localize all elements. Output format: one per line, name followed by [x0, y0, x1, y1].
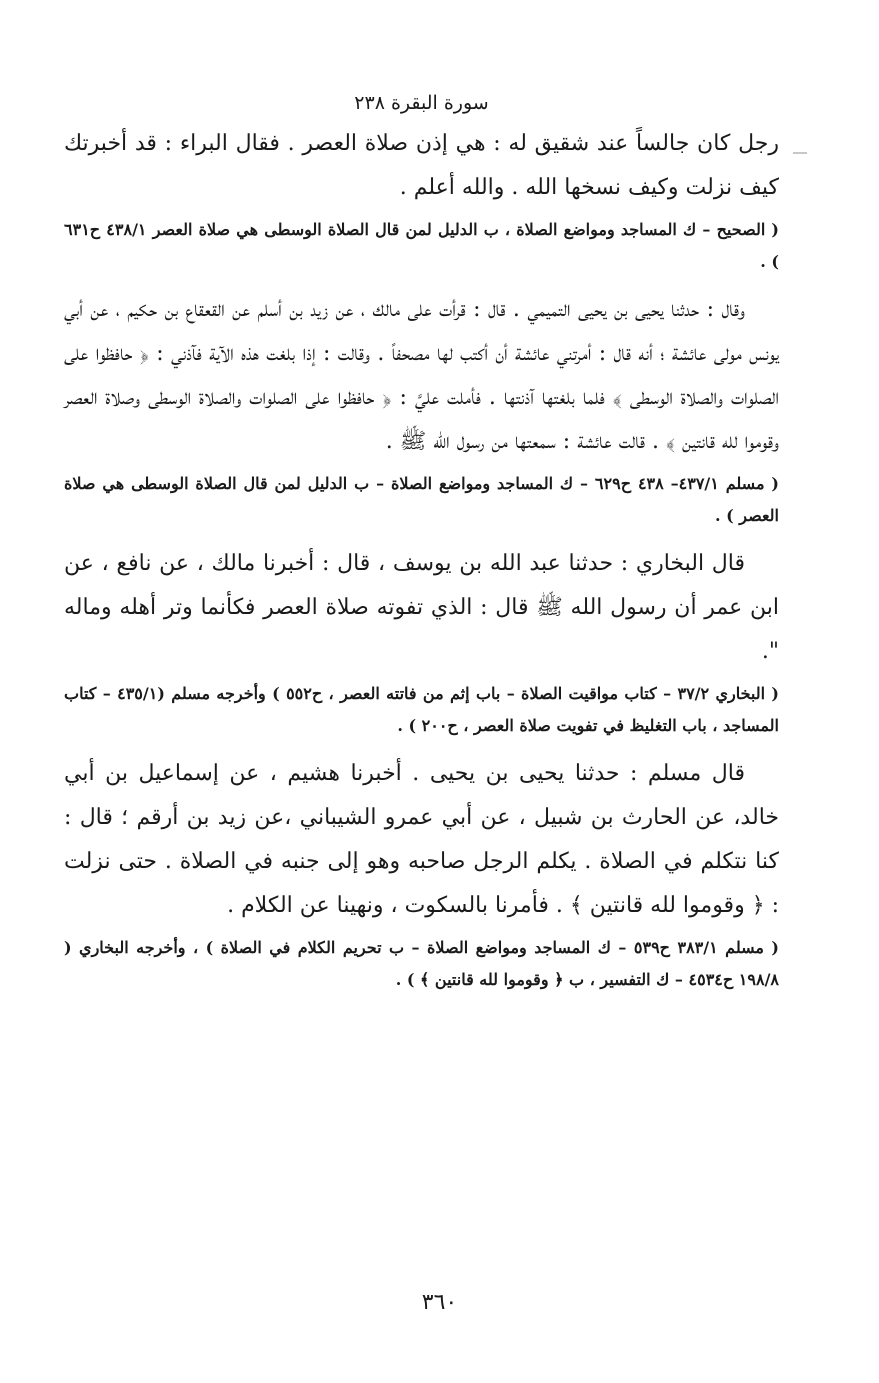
citation-note-2: ( مسلم ٤٣٧/١– ٤٣٨ ح٦٢٩ – ك المساجد ومواضع الصلاة – ب الدليل لمن قال الصلاة الوسطى هي صلاة العصر ) .	[64, 474, 779, 525]
paragraph-4: قال مسلم : حدثنا يحيى بن يحيى . أخبرنا هشيم ، عن إسماعيل بن أبي خالد، عن الحارث بن شبيل ، عن أبي عمرو الشيباني ،عن زيد بن أرقم ؛ قال : كنا نتكلم في الصلاة . يكلم الرجل صاحبه وهو إلى جنبه في الصلاة . حتى نزلت : ﴿ وقوموا لله قانتين ﴾ . فأمرنا بالسكوت ، ونهينا عن الكلام .	[64, 761, 779, 918]
citation-note-1: ( الصحيح – ك المساجد ومواضع الصلاة ، ب الدليل لمن قال الصلاة الوسطى هي صلاة العصر ٤٣٨/١ ح٦٣١ ) .	[64, 220, 780, 271]
citation-note-4: ( مسلم ٣٨٣/١ ح٥٣٩ – ك المساجد ومواضع الصلاة – ب تحريم الكلام في الصلاة ) ، وأخرجه البخاري ( ١٩٨/٨ ح٤٥٣٤ – ك التفسير ، ب ﴿ وقوموا لله قانتين ﴾ ) .	[64, 938, 780, 989]
page-number: ٣٦٠	[421, 1290, 458, 1315]
citation-note-3: ( البخاري ٣٧/٢ – كتاب مواقيت الصلاة – باب إثم من فاتته العصر ، ح٥٥٢ ) وأخرجه مسلم (٤٣٥/١ – كتاب المساجد ، باب التغليظ في تفويت صلاة العصر ، ح٢٠٠ ) .	[64, 684, 780, 735]
paragraph-3: قال البخاري : حدثنا عبد الله بن يوسف ، قال : أخبرنا مالك ، عن نافع ، عن ابن عمر أن رسول الله ﷺ قال : الذي تفوته صلاة العصر فكأنما وتر أهله وماله ".	[64, 551, 779, 664]
scan-mark	[793, 152, 807, 154]
running-header: سورة البقرة ٢٣٨	[354, 92, 489, 114]
paragraph-2: وقال : حدثنا يحيى بن يحيى التميمي . قال : قرأت على مالك ، عن زيد بن أسلم عن القعقاع بن حكيم ، عن أبي يونس مولى عائشة ؛ أنه قال : أمرتني عائشة أن أكتب لها مصحفاً . وقالت : إذا بلغت هذه الآية فآذني : ﴿ حافظوا على الصلوات والصلاة الوسطى ﴾ فلما بلغتها آذنتها . فأملت عليَّ : ﴿ حافظوا على الصلوات والصلاة الوسطى وصلاة العصر وقوموا لله قانتين ﴾ . قالت عائشة : سمعتها من رسول الله ﷺ .	[64, 297, 779, 454]
paragraph-1: رجل كان جالساً عند شقيق له : هي إذن صلاة العصر . فقال البراء : قد أخبرتك كيف نزلت وكيف نسخها الله . والله أعلم .	[64, 131, 779, 200]
